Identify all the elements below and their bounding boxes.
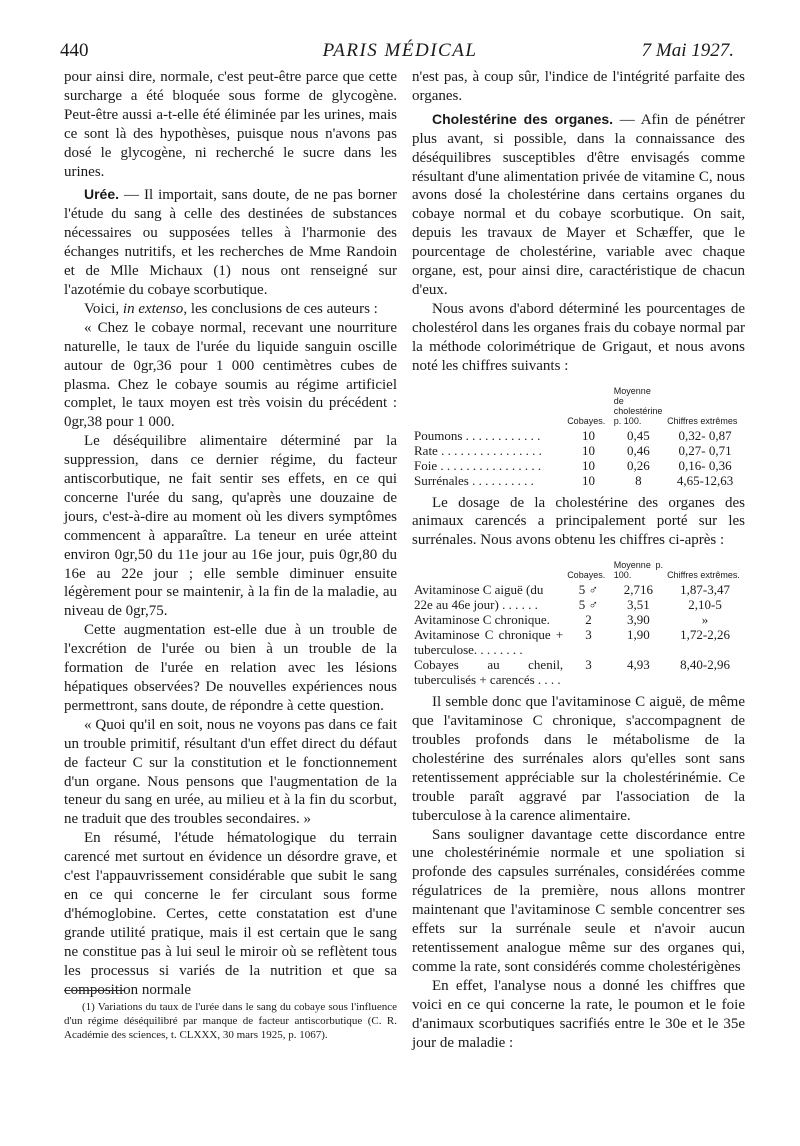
table-row xyxy=(412,443,745,458)
table-row xyxy=(412,473,745,488)
table-cell: » xyxy=(701,612,709,628)
table-row xyxy=(412,458,745,473)
table-cell: Avitaminose C aiguë (du xyxy=(414,582,544,598)
table-header: Chiffres extrêmes xyxy=(667,415,738,426)
paragraph-text: — Il importait, sans doute, de ne pas borner l'étude du sang à celle des destinées de substances nécessaires ou supposées telles à l'harmonie des échanges nutritifs, et les recherches de Mme Randoin et de Mlle Michaux (1) nous ont renseigné sur l'azotémie du cobaye scorbutique. xyxy=(64,187,397,298)
text-span: , les conclusions de ces auteurs : xyxy=(183,300,378,317)
table-header xyxy=(412,384,565,428)
paragraph: pour ainsi dire, normale, c'est peut-être parce que cette surcharge a été bloquée sous forme de glycogène. Peut-être aussi a-t-elle été éliminée par les urines, mais ce sont là des hypothèses, puisque nous n'avons pas dosé le glycogène, ni recherché le sucre dans les urines. xyxy=(64,69,397,180)
text-span: Voici, xyxy=(84,300,123,317)
table-cell: 4,65-12,63 xyxy=(676,472,734,488)
paragraph: « Chez le cobaye normal, recevant une nourriture naturelle, le taux de l'urée du liquide sanguin oscille autour de 0gr,36 pour 1 000 centimètres cubes de plasma. Chez le cobaye soumis au régime artificiel complet, le taux moyen est très voisin du précédent : 0gr,38 pour 1 000. xyxy=(64,319,397,431)
table-cell: 0,26 xyxy=(627,457,650,473)
table-cell: 4,93 xyxy=(627,657,650,673)
table-row xyxy=(412,657,745,687)
paragraph-text: — Afin de pénétrer plus avant, si possible, dans la connaissance des déséquilibres susceptibles d'être envisagés comme résultant d'une alimentation privée de vitamine C, nous avons dosé la cholestérine dans certains organes du cobaye normal et du cobaye scorbutique. On sait, depuis les travaux de Mayer et Schæffer, que le pourcentage de cholestérine, variable avec chaque organe, est, pour ainsi dire, caractéristique de chacun d'eux. xyxy=(412,111,745,298)
table-cell: 1,72-2,26 xyxy=(680,627,730,643)
table-cell: 3,51 xyxy=(627,597,650,613)
paragraph: Le dosage de la cholestérine des organes des animaux carencés a principalement porté sur les surrénales. Nous avons obtenu les chiffres ci-après : xyxy=(412,494,745,549)
paragraph: En résumé, l'étude hématologique du terrain carencé met surtout en évidence un désordre grave, et c'est l'appauvrissement considérable que subit le sang en ce qui concerne le fer circulant sous forme d'hémoglobine. Certes, cette constatation est d'une grande utilité pratique, mais il est certain que le sang ne constitue pas à lui seul le miroir où se reflètent tous les processus si variés de la nutrition et que sa composition normale xyxy=(64,830,397,998)
table-header: Cobayes. xyxy=(567,415,606,426)
table-header: Moyenne de cholestérine p. 100. xyxy=(613,385,663,426)
table-cell: 10 xyxy=(581,427,595,443)
paragraph-cholesterine xyxy=(412,110,745,300)
paragraph-uree xyxy=(64,185,397,299)
paragraph: En effet, l'analyse nous a donné les chiffres que voici en ce qui concerne la rate, le poumon et le foie d'animaux scorbutiques sacrifiés entre le 30e et le 35e jour de maladie : xyxy=(412,977,745,1051)
table-cell: Avitaminose C chronique + tuberculose. . . . . . . . xyxy=(414,627,564,658)
table-header: Chiffres extrêmes. xyxy=(667,570,740,581)
table-row xyxy=(412,597,745,612)
page-number: 440 xyxy=(60,40,89,61)
table-cell: Cobayes au chenil, tuberculisés + carencés . . . . xyxy=(414,657,564,688)
table-cell: 10 xyxy=(581,442,595,458)
footnote xyxy=(64,1000,397,1042)
table-cell: 22e au 46e jour) . . . . . . xyxy=(414,597,538,613)
paragraph: Il semble donc que l'avitaminose C aiguë, de même que l'avitaminose C chronique, s'accompagnent de troubles profonds dans le métabolisme de la cholestérine des surrénales alors qu'elles sont sans retentissement appréciable sur la cholestérinémie. Ce trouble paraît aggravé par l'association de la tuberculose à la carence alimentaire. xyxy=(412,694,745,824)
table-header: Cobayes. xyxy=(567,570,606,581)
cholesterol-surrenales-table xyxy=(412,558,745,687)
table-row xyxy=(412,582,745,597)
table-header-row xyxy=(412,384,745,428)
table-cell: 0,32- 0,87 xyxy=(678,427,732,443)
section-heading-cholesterine: Cholestérine des organes. xyxy=(432,110,614,127)
issue-date: 7 Mai 1927. xyxy=(641,40,734,61)
right-column xyxy=(412,68,745,1052)
table-cell: 0,46 xyxy=(627,442,650,458)
footnote-rule xyxy=(64,990,124,991)
table-cell: 0,16- 0,36 xyxy=(678,457,732,473)
table-row xyxy=(412,627,745,657)
table-cell: 2,716 xyxy=(623,582,654,598)
cholesterol-normal-table xyxy=(412,384,745,488)
paragraph xyxy=(64,300,397,319)
journal-title: PARIS MÉDICAL xyxy=(322,40,478,61)
paragraph: Cette augmentation est-elle due à un trouble de l'excrétion de l'urée ou bien à un trouble de la formation de l'urée en relation avec les lésions hépatiques observées? De nouvelles expériences nous permettront, sans doute, de répondre à cette question. xyxy=(64,622,397,714)
footnote-text: (1) Variations du taux de l'urée dans le sang du cobaye sous l'influence d'un régime déséquilibré par manque de facteur antiscorbutique (C. R. Académie des sciences, t. CLXXX, 30 mars 1925, p. 1067). xyxy=(64,1001,397,1041)
table-cell: 10 xyxy=(581,472,595,488)
table-cell: 0,45 xyxy=(627,427,650,443)
table-cell: 8,40-2,96 xyxy=(680,657,730,673)
italic-text: in extenso xyxy=(122,300,184,317)
table-cell: Rate . . . . . . . . . . . . . . . . xyxy=(414,442,542,458)
table-cell: 3 xyxy=(585,657,592,673)
table-cell: Avitaminose C chronique. xyxy=(414,612,550,628)
table-cell: 2 xyxy=(585,612,592,628)
table-cell: 1,90 xyxy=(627,627,650,643)
paragraph: n'est pas, à coup sûr, l'indice de l'intégrité parfaite des organes. xyxy=(412,69,745,104)
paragraph: Sans souligner davantage cette discordance entre une cholestérinémie normale et une spoliation si profonde des capsules surrénales, considérées comme régulatrices de la première, nous allons montrer maintenant que l'avitaminose C semble concentrer ses effets sur la surrénale seule et n'avoir aucun retentissement analogue même sur des organes qui, comme la rate, sont considérés comme cholestérigènes xyxy=(412,826,745,975)
table-cell: 2,10-5 xyxy=(688,597,722,613)
table-cell: 0,27- 0,71 xyxy=(678,442,732,458)
section-heading-uree: Urée. xyxy=(84,186,120,203)
table-cell: 1,87-3,47 xyxy=(680,582,730,598)
table-cell: Poumons . . . . . . . . . . . . xyxy=(414,427,541,443)
table-cell: Foie . . . . . . . . . . . . . . . . xyxy=(414,457,542,473)
left-column xyxy=(64,68,397,999)
table-header xyxy=(412,558,565,582)
table-header: Moyenne p. 100. xyxy=(613,560,664,581)
paragraph: Le déséquilibre alimentaire déterminé par la suppression, dans ce dernier régime, du facteur antiscorbutique, ne fait sentir ses effets, en ce qui concerne l'urée du sang, qu'après une douzaine de jours, c'est-à-dire au moment où les divers symptômes commencent à apparaître. La teneur en urée atteint environ 0gr,50 du 11e jour au 16e jour, puis 0gr,80 du 16e au 22e jour ; elle semble diminuer ensuite légèrement pour se maintenir, à la fin de la maladie, au niveau de 0gr,75. xyxy=(64,433,397,620)
table-cell: Surrénales . . . . . . . . . . xyxy=(414,472,534,488)
table-header-row xyxy=(412,558,745,582)
table-cell: 8 xyxy=(635,472,642,488)
table-row xyxy=(412,428,745,443)
table-cell: 5 ♂ xyxy=(578,582,599,598)
table-row xyxy=(412,612,745,627)
table-cell: 10 xyxy=(581,457,595,473)
table-cell: 3,90 xyxy=(627,612,650,628)
paragraph: « Quoi qu'il en soit, nous ne voyons pas dans ce fait un trouble primitif, résultant d'un effet direct du défaut de facteur C sur la constitution et le fonctionnement d'un organe. Nous pensons que l'augmentation de la teneur du sang en urée, au milieu et à la fin du scorbut, ne traduit que des troubles secondaires. » xyxy=(64,716,397,828)
table-cell: 3 xyxy=(585,627,592,643)
paragraph: Nous avons d'abord déterminé les pourcentages de cholestérol dans les organes frais du cobaye normal par la méthode colorimétrique de Grigaut, et nous avons noté les chiffres suivants : xyxy=(412,300,745,374)
table-cell: 5 ♂ xyxy=(578,597,599,613)
